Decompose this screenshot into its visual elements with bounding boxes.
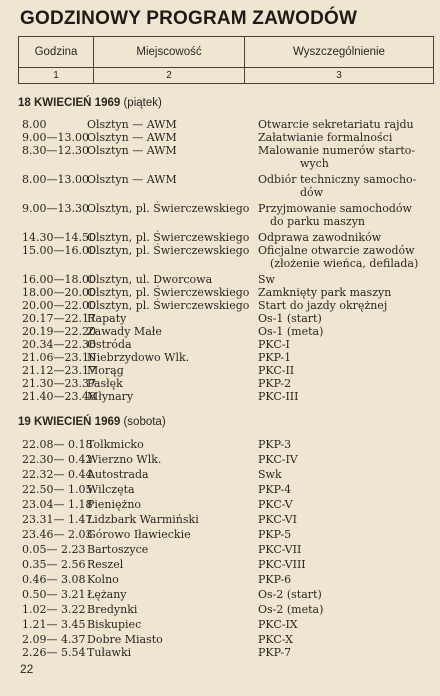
row-desc: PKP-7 [258,646,292,659]
table-row [0,244,440,257]
row-time: 21.06—23.10 [22,351,96,364]
row-desc: PKP-1 [258,351,292,364]
row-desc: PKC-IV [258,453,298,466]
row-desc: Os-1 (meta) [258,325,324,338]
page-number: 22 [20,662,34,676]
row-time: 22.30— 0.42 [22,453,93,466]
row-desc: Przyjmowanie samochodów [258,202,412,215]
table-row [0,558,440,571]
section-date: 18 KWIECIEŃ 1969 [18,97,121,109]
row-time: 22.32— 0.44 [22,468,93,481]
table-row [0,453,440,466]
table-row [0,144,440,157]
row-desc: Malowanie numerów starto- [258,144,416,157]
row-desc: Os-1 (start) [258,312,322,325]
table-row [0,573,440,586]
row-desc: PKC-VII [258,543,302,556]
table-row [0,588,440,601]
column-header-details: Wyszczególnienie [245,37,434,68]
row-place: Łężany [87,588,127,601]
row-time: 16.00—18.00 [22,273,96,286]
row-place: Wilczęta [87,483,135,496]
table-row [0,513,440,526]
table-row [0,351,440,364]
row-time: 21.12—23.17 [22,364,96,377]
row-desc: Odbiór techniczny samocho- [258,173,417,186]
row-place: Olsztyn — AWM [87,118,177,131]
table-row [0,603,440,616]
table-row [0,338,440,351]
section-day: (sobota) [123,416,166,428]
row-time: 20.17—22.17 [22,312,96,325]
row-place: Olsztyn, ul. Dworcowa [87,273,213,286]
row-desc: Start do jazdy okrężnej [258,299,388,312]
row-time: 8.00—13.00 [22,173,89,186]
section-day: (piątek) [123,97,162,109]
row-time: 2.26— 5.54 [22,646,86,659]
table-row [0,438,440,451]
row-time: 22.50— 1.05 [22,483,93,496]
row-desc: PKC-X [258,633,293,646]
row-place: Lidzbark Warmiński [87,513,199,526]
row-desc-continuation: wych [300,157,329,170]
row-desc: Swk [258,468,282,481]
row-time: 21.30—23.37 [22,377,96,390]
page-title: GODZINOWY PROGRAM ZAWODÓW [20,8,358,29]
column-header-hour: Godzina [19,37,94,68]
section-date: 19 KWIECIEŃ 1969 [18,416,121,428]
table-row [0,483,440,496]
table-row [0,377,440,390]
row-place: Bartoszyce [87,543,149,556]
row-desc-continuation: (złożenie wieńca, defilada) [270,257,419,270]
table-row [0,231,440,244]
table-row [0,312,440,325]
row-desc: Odprawa zawodników [258,231,382,244]
row-time: 22.08— 0.18 [22,438,93,451]
row-desc: PKP-2 [258,377,292,390]
row-place: Kolno [87,573,119,586]
row-time: 0.50— 3.21 [22,588,86,601]
table-row [0,618,440,631]
table-row [0,202,440,215]
row-desc: Zamknięty park maszyn [258,286,392,299]
row-desc: PKC-VI [258,513,297,526]
row-place: Biskupiec [87,618,142,631]
table-row-continuation [0,186,440,199]
row-place: Olsztyn, pl. Świerczewskiego [87,286,250,299]
row-place: Młynary [87,390,134,403]
table-row [0,364,440,377]
row-place: Olsztyn, pl. Świerczewskiego [87,299,250,312]
row-place: Olsztyn, pl. Świerczewskiego [87,244,250,257]
row-time: 0.35— 2.56 [22,558,86,571]
column-number-2: 2 [94,68,245,84]
row-desc: PKP-3 [258,438,292,451]
row-time: 14.30—14.50 [22,231,96,244]
row-desc: PKC-VIII [258,558,306,571]
section-date-heading [18,97,162,109]
row-time: 8.30—12.30 [22,144,89,157]
row-desc-continuation: do parku maszyn [270,215,365,228]
table-row [0,118,440,131]
column-number-1: 1 [19,68,94,84]
row-place: Wierzno Wlk. [87,453,162,466]
schedule-table-header [18,36,434,84]
row-time: 20.19—22.20 [22,325,96,338]
table-row [0,299,440,312]
table-row [0,390,440,403]
table-row-continuation [0,257,440,270]
table-row [0,131,440,144]
table-row [0,498,440,511]
table-row [0,273,440,286]
row-place: Rapaty [87,312,127,325]
row-desc: PKP-6 [258,573,292,586]
row-time: 0.46— 3.08 [22,573,86,586]
table-row [0,286,440,299]
row-time: 1.02— 3.22 [22,603,86,616]
row-time: 9.00—13.00 [22,131,89,144]
row-desc-continuation: dów [300,186,324,199]
row-place: Tuławki [87,646,132,659]
row-place: Olsztyn, pl. Świerczewskiego [87,231,250,244]
row-place: Olsztyn — AWM [87,131,177,144]
column-number-3: 3 [245,68,434,84]
row-desc: Sw [258,273,275,286]
row-time: 2.09— 4.37 [22,633,86,646]
row-time: 20.00—22.00 [22,299,96,312]
row-place: Górowo Iławieckie [87,528,191,541]
row-desc: PKC-IX [258,618,298,631]
row-time: 0.05— 2.23 [22,543,86,556]
column-header-place: Miejscowość [94,37,245,68]
table-row [0,325,440,338]
row-place: Olsztyn, pl. Świerczewskiego [87,202,250,215]
row-place: Bredynki [87,603,138,616]
row-place: Zawady Małe [87,325,162,338]
row-desc: Os-2 (start) [258,588,322,601]
row-time: 23.04— 1.18 [22,498,93,511]
row-place: Morąg [87,364,124,377]
row-desc: PKC-I [258,338,290,351]
table-row [0,646,440,659]
row-place: Olsztyn — AWM [87,144,177,157]
table-row-continuation [0,157,440,170]
row-desc: PKC-III [258,390,299,403]
row-time: 9.00—13.30 [22,202,89,215]
row-desc: PKP-5 [258,528,292,541]
table-row [0,528,440,541]
row-time: 23.46— 2.03 [22,528,93,541]
row-place: Reszel [87,558,124,571]
row-place: Pasłęk [87,377,123,390]
row-time: 20.34—22.36 [22,338,96,351]
row-desc: PKC-II [258,364,295,377]
row-place: Niebrzydowo Wlk. [87,351,190,364]
table-row [0,468,440,481]
row-time: 8.00 [22,118,47,131]
row-time: 18.00—20.00 [22,286,96,299]
row-desc: PKC-V [258,498,293,511]
row-place: Olsztyn — AWM [87,173,177,186]
row-desc: Załatwianie formalności [258,131,393,144]
row-place: Dobre Miasto [87,633,163,646]
table-row [0,633,440,646]
row-desc: Os-2 (meta) [258,603,324,616]
row-place: Autostrada [87,468,149,481]
row-time: 1.21— 3.45 [22,618,86,631]
row-desc: Otwarcie sekretariatu rajdu [258,118,414,131]
section-date-heading [18,416,166,428]
table-row-continuation [0,215,440,228]
row-time: 21.40—23.48 [22,390,96,403]
row-place: Ostróda [87,338,132,351]
row-place: Tolkmicko [87,438,144,451]
row-time: 23.31— 1.47 [22,513,93,526]
table-row [0,543,440,556]
row-desc: Oficjalne otwarcie zawodów [258,244,415,257]
row-time: 15.00—16.00 [22,244,96,257]
row-desc: PKP-4 [258,483,292,496]
table-row [0,173,440,186]
row-place: Pieniężno [87,498,142,511]
